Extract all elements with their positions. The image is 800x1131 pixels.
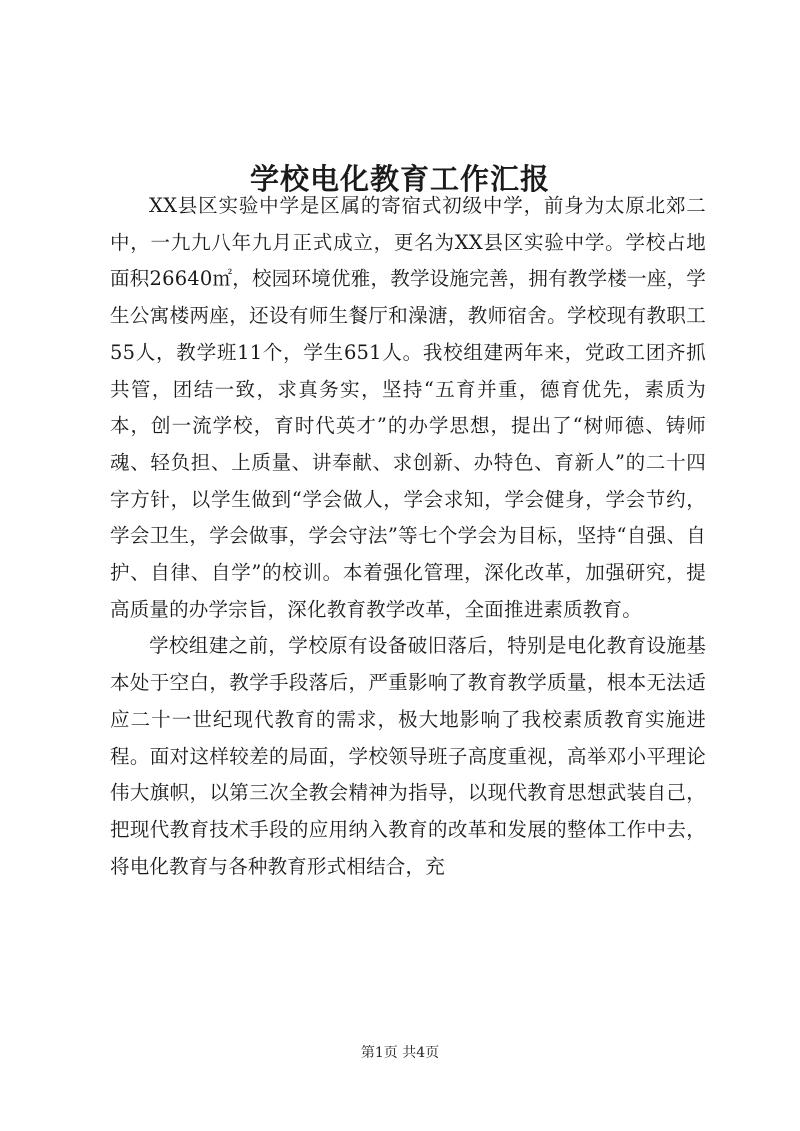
document-body: [110, 188, 706, 885]
paragraph-audio-visual-history: 学校组建之前，学校原有设备破旧落后，特别是电化教育设施基本处于空白，教学手段落后，严重影响了教育教学质量，根本无法适应二十一世纪现代教育的需求，极大地影响了我校素质教育实施进程。面对这样较差的局面，学校领导班子高度重视，高举邓小平理论伟大旗帜，以第三次全教会精神为指导，以现代教育思想武装自己，把现代教育技术手段的应用纳入教育的改革和发展的整体工作中去，将电化教育与各种教育形式相结合，充: [110, 634, 706, 878]
paragraph-school-overview: XX县区实验中学是区属的寄宿式初级中学，前身为太原北郊二中，一九九八年九月正式成立，更名为XX县区实验中学。学校占地面积26640㎡，校园环境优雅，教学设施完善，拥有教学楼一座，学生公寓楼两座，还设有师生餐厅和澡溏，教师宿舍。学校现有教职工55人，教学班11个，学生651人。我校组建两年来，党政工团齐抓共管，团结一致，求真务实，坚持“五育并重，德育优先，素质为本，创一流学校，育时代英才”的办学思想，提出了“树师德、铸师魂、轻负担、上质量、讲奉献、求创新、办特色、育新人”的二十四字方针，以学生做到“学会做人，学会求知，学会健身，学会节约，学会卫生，学会做事，学会守法”等七个学会为目标，坚持“自强、自护、自律、自学”的校训。本着强化管理，深化改革，加强研究，提高质量的办学宗旨，深化教育教学改革，全面推进素质教育。: [110, 194, 706, 621]
document-title: 学校电化教育工作汇报: [249, 162, 550, 197]
page-number-footer: 第1页 共4页: [360, 1045, 440, 1061]
